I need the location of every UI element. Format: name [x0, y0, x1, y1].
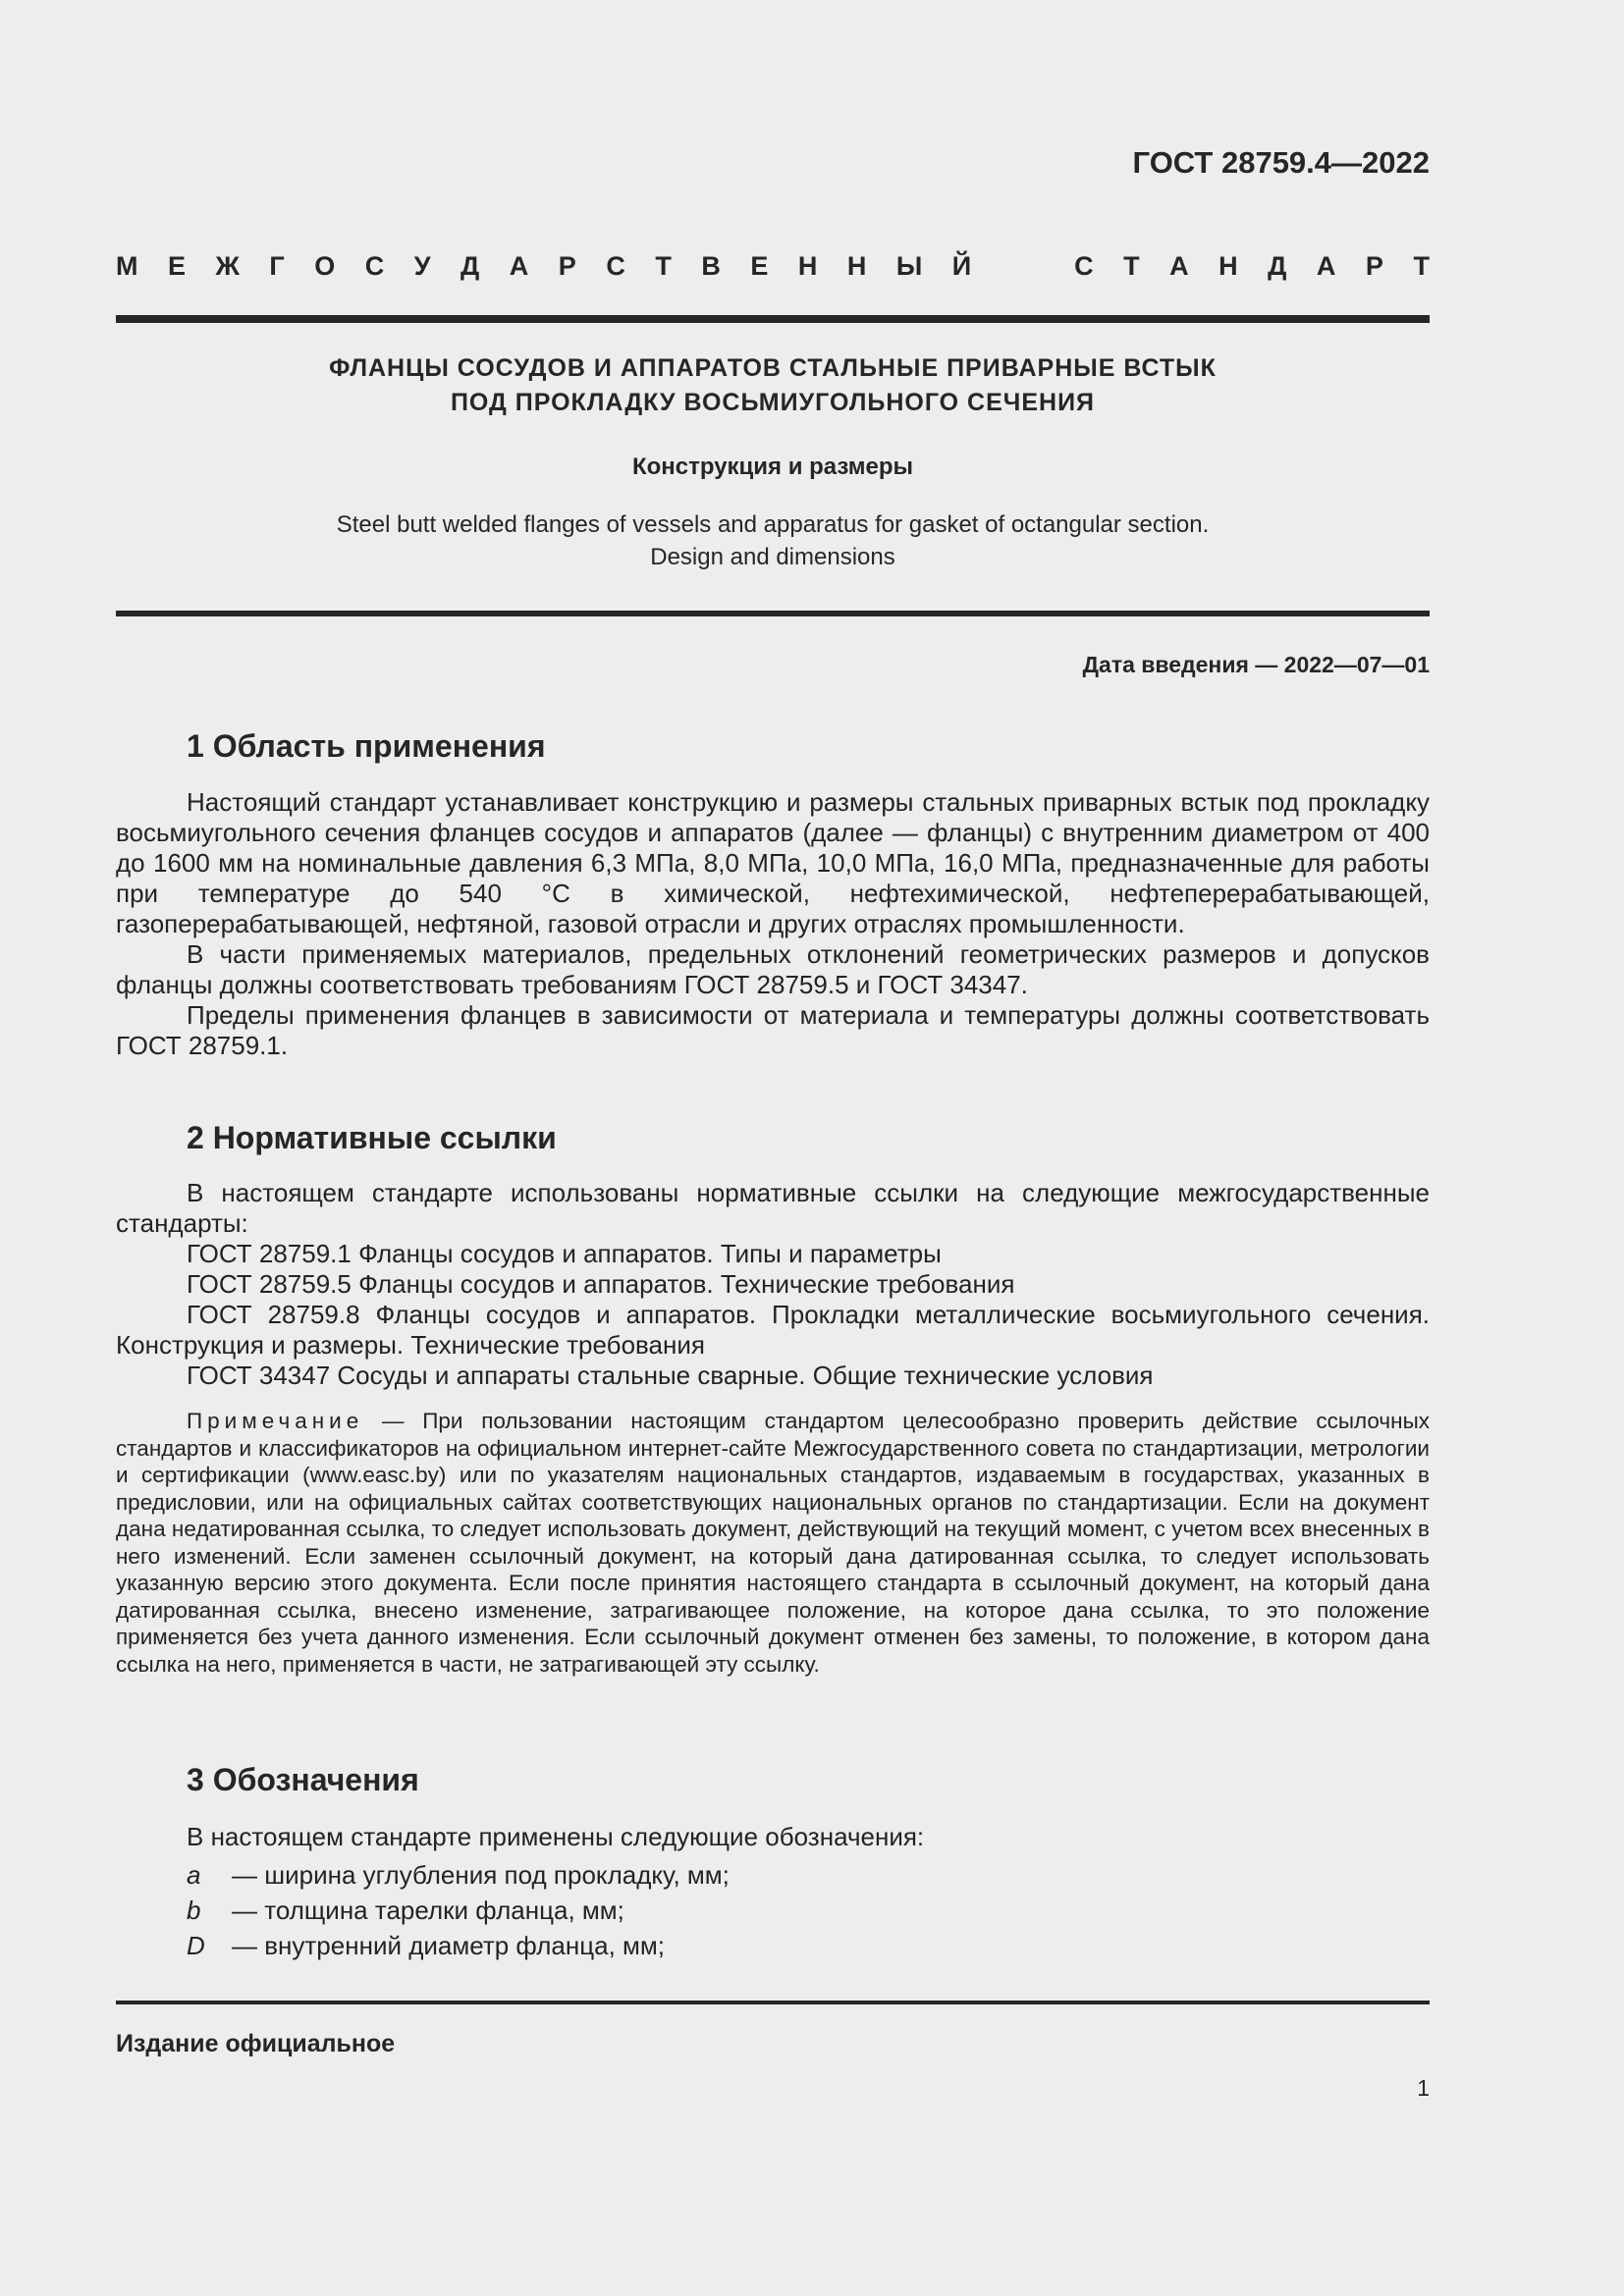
heading-letter: Е — [168, 251, 187, 281]
heading-letter: Т — [1123, 251, 1140, 281]
heading-letter: Ж — [215, 251, 240, 281]
symbol: b — [187, 1896, 201, 1925]
word-gap — [1001, 251, 1045, 282]
document-number: ГОСТ 28759.4—2022 — [1132, 145, 1430, 180]
english-title-line-1: Steel butt welded flanges of vessels and apparatus for gasket of octangular section. — [336, 511, 1210, 538]
reference-item: ГОСТ 28759.5 Фланцы сосудов и аппаратов. Технические требования — [187, 1269, 1015, 1299]
heading-letter: Н — [797, 251, 818, 281]
paragraph: Настоящий стандарт устанавливает конструкцию и размеры стальных приварных встык под прокладку восьмиугольного сечения фланцев сосудов и аппаратов (далее — фланцы) с внутренним диаметром от 400 до 1600 мм на номинальные давления 6,3 МПа, 8,0 МПа, 10,0 МПа, 16,0 МПа, предназначенные для работы при температуре до 540 °С в химической, нефтехимической, нефтеперерабатывающей, газоперерабатывающей, нефтяной, газовой отрасли и других отраслях промышленности. — [116, 787, 1430, 938]
page-number: 1 — [1417, 2075, 1430, 2101]
note-label: Примечание — [187, 1409, 364, 1433]
heading-letter: С — [364, 251, 385, 281]
heading-letter: Е — [750, 251, 769, 281]
reference-item: ГОСТ 34347 Сосуды и аппараты стальные сварные. Общие технические условия — [187, 1361, 1154, 1390]
heading-letter: Р — [558, 251, 576, 281]
heading-letter: Н — [1218, 251, 1238, 281]
symbol-row — [116, 1857, 730, 1893]
edition-label: Издание официальное — [116, 2030, 396, 2057]
symbol-description: — внутренний диаметр фланца, мм; — [232, 1931, 666, 1960]
title-line-1: ФЛАНЦЫ СОСУДОВ И АППАРАТОВ СТАЛЬНЫЕ ПРИВАРНЫЕ ВСТЫК — [329, 354, 1217, 382]
section-body-scope — [116, 787, 1430, 1061]
heading-letter: Г — [269, 251, 285, 281]
section-heading-designations: 3 Обозначения — [187, 1762, 419, 1797]
paragraph: Пределы применения фланцев в зависимости от материала и температуры должны соответствовать ГОСТ 28759.1. — [116, 1000, 1430, 1060]
symbol-description: — ширина углубления под прокладку, мм; — [232, 1860, 730, 1890]
heading-letter: А — [509, 251, 529, 281]
heading-letter: Т — [655, 251, 672, 281]
heading-letter: Д — [460, 251, 480, 281]
title-line-2: ПОД ПРОКЛАДКУ ВОСЬМИУГОЛЬНОГО СЕЧЕНИЯ — [450, 389, 1096, 416]
symbol-description: — толщина тарелки фланца, мм; — [232, 1896, 624, 1925]
symbol-list — [116, 1857, 730, 1963]
paragraph: В части применяемых материалов, предельных отклонений геометрических размеров и допусков фланцы должны соответствовать требованиям ГОСТ 28759.5 и ГОСТ 34347. — [116, 939, 1430, 999]
footer-divider — [116, 2001, 1430, 2004]
document-title — [116, 351, 1430, 420]
symbol: a — [187, 1860, 201, 1890]
heading-letter: А — [1316, 251, 1336, 281]
heading-letter: Р — [1365, 251, 1383, 281]
symbol-row — [116, 1928, 730, 1963]
introduction-date: Дата введения — 2022—07—01 — [1082, 652, 1430, 677]
section-body-normative-references — [116, 1178, 1430, 1391]
heading-letter: Н — [846, 251, 867, 281]
heading-letter: С — [1074, 251, 1094, 281]
reference-note — [116, 1408, 1430, 1678]
symbol: D — [187, 1931, 205, 1960]
heading-letter: Й — [951, 251, 972, 281]
document-subtitle: Конструкция и размеры — [631, 454, 914, 480]
section-heading-normative-references: 2 Нормативные ссылки — [187, 1120, 557, 1155]
section-intro-designations — [116, 1822, 1430, 1852]
heading-letter: Ы — [895, 251, 923, 281]
paragraph: В настоящем стандарте использованы нормативные ссылки на следующие межгосударственные стандарты: — [116, 1178, 1430, 1238]
english-title-line-2: Design and dimensions — [650, 544, 895, 570]
standard-type-heading — [116, 251, 1430, 282]
heading-letter: В — [701, 251, 721, 281]
title-divider — [116, 611, 1430, 616]
symbol-row — [116, 1893, 730, 1928]
section-heading-scope: 1 Область применения — [187, 728, 546, 764]
paragraph: В настоящем стандарте применены следующие обозначения: — [187, 1822, 925, 1851]
reference-item: ГОСТ 28759.1 Фланцы сосудов и аппаратов. Типы и параметры — [187, 1239, 942, 1268]
heading-letter: У — [413, 251, 431, 281]
heading-letter: С — [606, 251, 625, 281]
heading-letter: Д — [1268, 251, 1287, 281]
reference-item: ГОСТ 28759.8 Фланцы сосудов и аппаратов. Прокладки металлические восьмиугольного сечения. Конструкция и размеры. Технические требования — [116, 1300, 1430, 1360]
heading-letter: М — [116, 251, 138, 281]
english-title — [116, 508, 1430, 573]
heading-letter: О — [314, 251, 336, 281]
header-divider — [116, 315, 1430, 323]
heading-letter: Т — [1413, 251, 1430, 281]
heading-letter: А — [1169, 251, 1189, 281]
note-text: — При пользовании настоящим стандартом целесообразно проверить действие ссылочных стандартов и классификаторов на официальном интернет-сайте Межгосударственного совета по стандартизации, метрологии и сертификации (www.easc.by) или по указателям национальных стандартов, издаваемым в государствах, указанных в предисловии, или на официальных сайтах соответствующих национальных органов по стандартизации. Если на документ дана недатированная ссылка, то следует использовать документ, действующий на текущий момент, с учетом всех внесенных в него изменений. Если заменен ссылочный документ, на который дана датированная ссылка, то следует использовать указанную версию этого документа. Если после принятия настоящего стандарта в ссылочный документ, на который дана датированная ссылка, внесено изменение, затрагивающее положение, на которое дана ссылка, то это положение применяется без учета данного изменения. Если ссылочный документ отменен без замены, то положение, в котором дана ссылка на него, применяется в части, не затрагивающей эту ссылку. — [116, 1409, 1430, 1677]
